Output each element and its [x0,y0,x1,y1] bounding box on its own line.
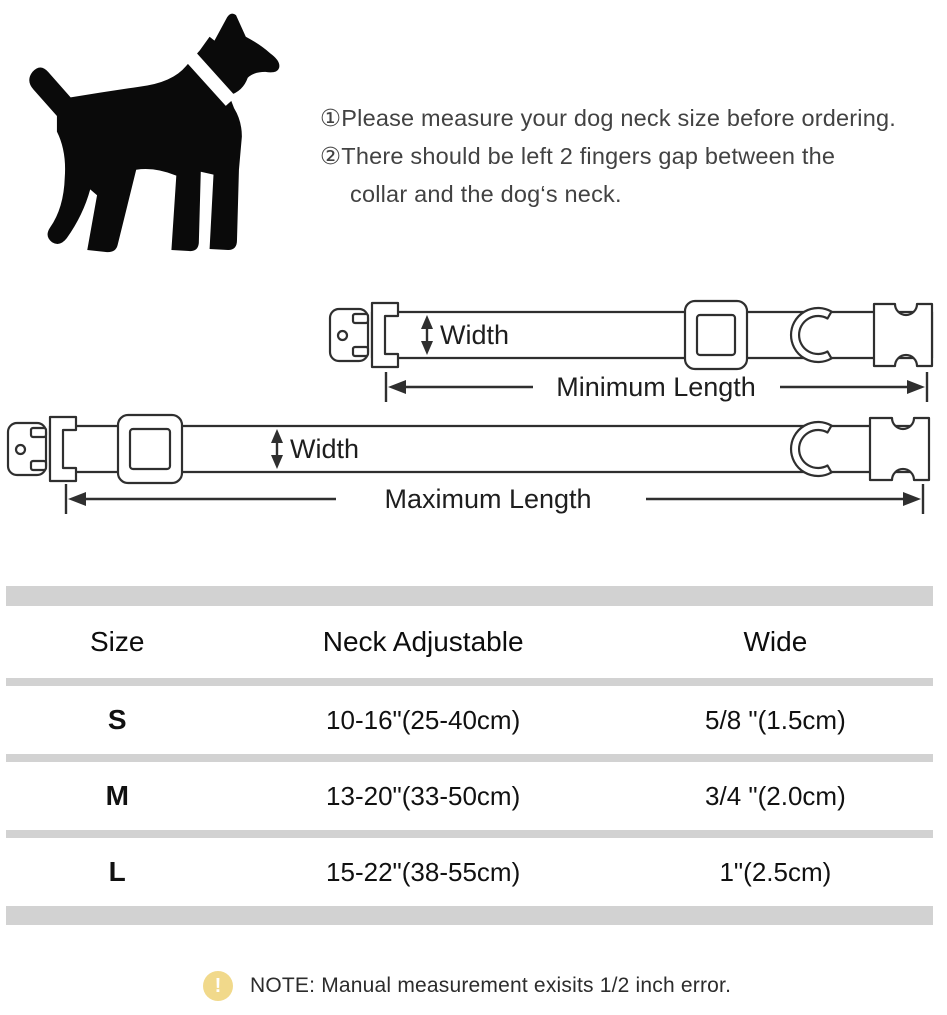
neck-value: 15-22"(38-55cm) [326,856,521,887]
instruction-line-1: ①Please measure your dog neck size before ordering. [320,105,896,131]
width-label: Width [290,434,360,464]
size-value: S [107,704,127,735]
buckle-male [870,418,929,480]
header-neck-adjustable: Neck Adjustable [322,626,524,657]
size-value: M [105,780,129,811]
collar-diagram-minimum [328,296,947,414]
collar-diagram-maximum [6,410,942,528]
neck-value: 13-20"(33-50cm) [326,780,521,811]
size-table [6,586,933,925]
instruction-line-3: collar and the dog‘s neck. [350,181,622,207]
wide-value: 3/4 "(2.0cm) [705,780,846,811]
header-size: Size [90,626,145,657]
exclamation-icon: ! [203,971,233,1001]
instruction-line-2: ②There should be left 2 fingers gap between the [320,143,836,169]
wide-value: 5/8 "(1.5cm) [705,704,846,735]
table-row-l [6,838,933,906]
neck-value: 10-16"(25-40cm) [326,704,521,735]
dog-body-shape [29,14,279,252]
header-wide: Wide [743,626,808,657]
size-value: L [108,856,126,887]
dog-silhouette-icon [8,6,282,268]
measuring-instructions [320,99,945,213]
slider-adjuster [685,301,747,369]
minimum-length-dimension [386,372,927,402]
note [203,971,731,1001]
note-text: NOTE: Manual measurement exisits 1/2 inch error. [250,974,732,997]
maximum-length-dimension [66,484,923,514]
table-row-s [6,686,933,754]
minimum-length-label: Minimum Length [556,372,756,402]
wide-value: 1"(2.5cm) [719,856,832,887]
width-label: Width [440,320,510,350]
maximum-length-label: Maximum Length [384,484,592,514]
slider-adjuster [118,415,182,483]
table-row-m [6,762,933,830]
size-table-header-row [6,606,933,678]
